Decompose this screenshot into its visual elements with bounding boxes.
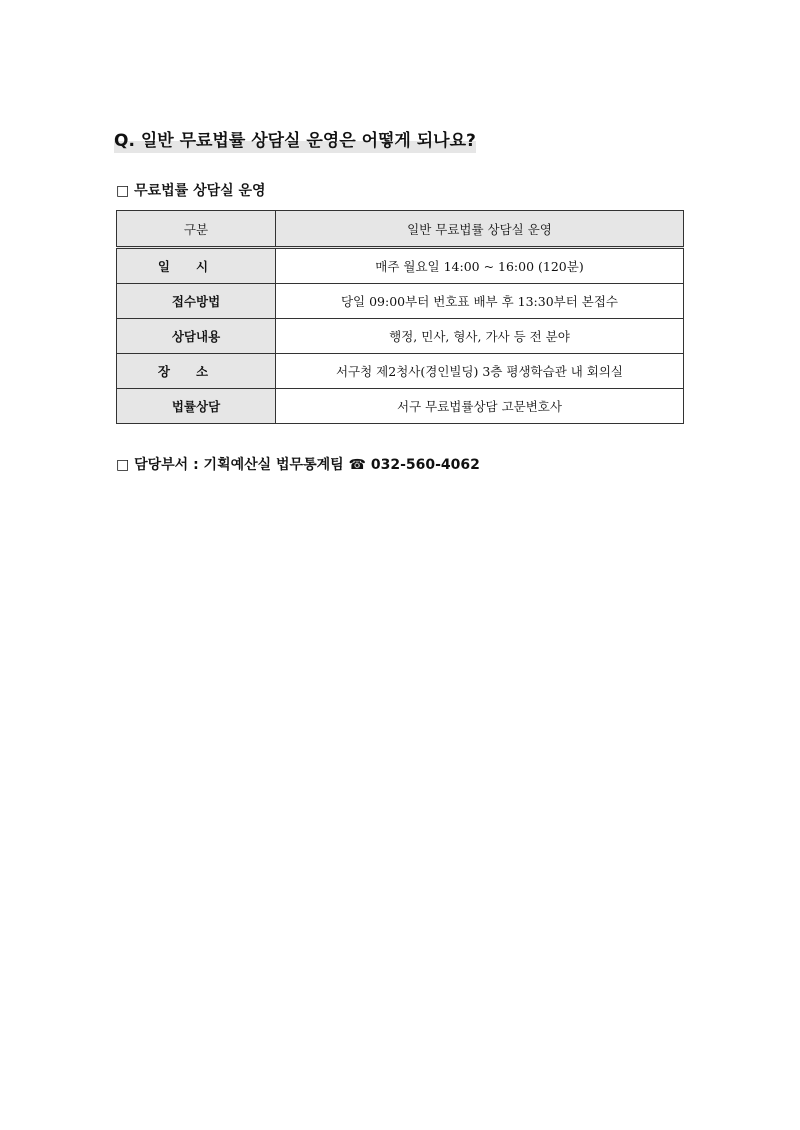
row-value-legal: 서구 무료법률상담 고문변호사 <box>276 389 684 424</box>
table-row <box>117 284 684 319</box>
row-label-schedule: 일시 <box>117 248 276 284</box>
table-row <box>117 319 684 354</box>
consultation-info-table <box>116 210 684 424</box>
row-value-schedule: 매주 월요일 14:00 ~ 16:00 (120분) <box>276 248 684 284</box>
table-header-row <box>117 211 684 248</box>
table-row <box>117 354 684 389</box>
row-value-location: 서구청 제2청사(경인빌딩) 3층 평생학습관 내 회의실 <box>276 354 684 389</box>
row-label-reception: 접수방법 <box>117 284 276 319</box>
header-label-cell: 구분 <box>117 211 276 248</box>
row-label-location: 장소 <box>117 354 276 389</box>
header-value-cell: 일반 무료법률 상담실 운영 <box>276 211 684 248</box>
row-label-legal: 법률상담 <box>117 389 276 424</box>
table-row <box>117 248 684 284</box>
section-title: □ 무료법률 상담실 운영 <box>116 183 266 199</box>
contact-info: □ 담당부서 : 기획예산실 법무통계팀 ☎ 032-560-4062 <box>116 457 480 473</box>
row-value-reception: 당일 09:00부터 번호표 배부 후 13:30부터 본접수 <box>276 284 684 319</box>
question-heading: Q. 일반 무료법률 상담실 운영은 어떻게 되나요? <box>114 131 476 151</box>
table-row <box>117 389 684 424</box>
row-value-content: 행정, 민사, 형사, 가사 등 전 분야 <box>276 319 684 354</box>
row-label-content: 상담내용 <box>117 319 276 354</box>
